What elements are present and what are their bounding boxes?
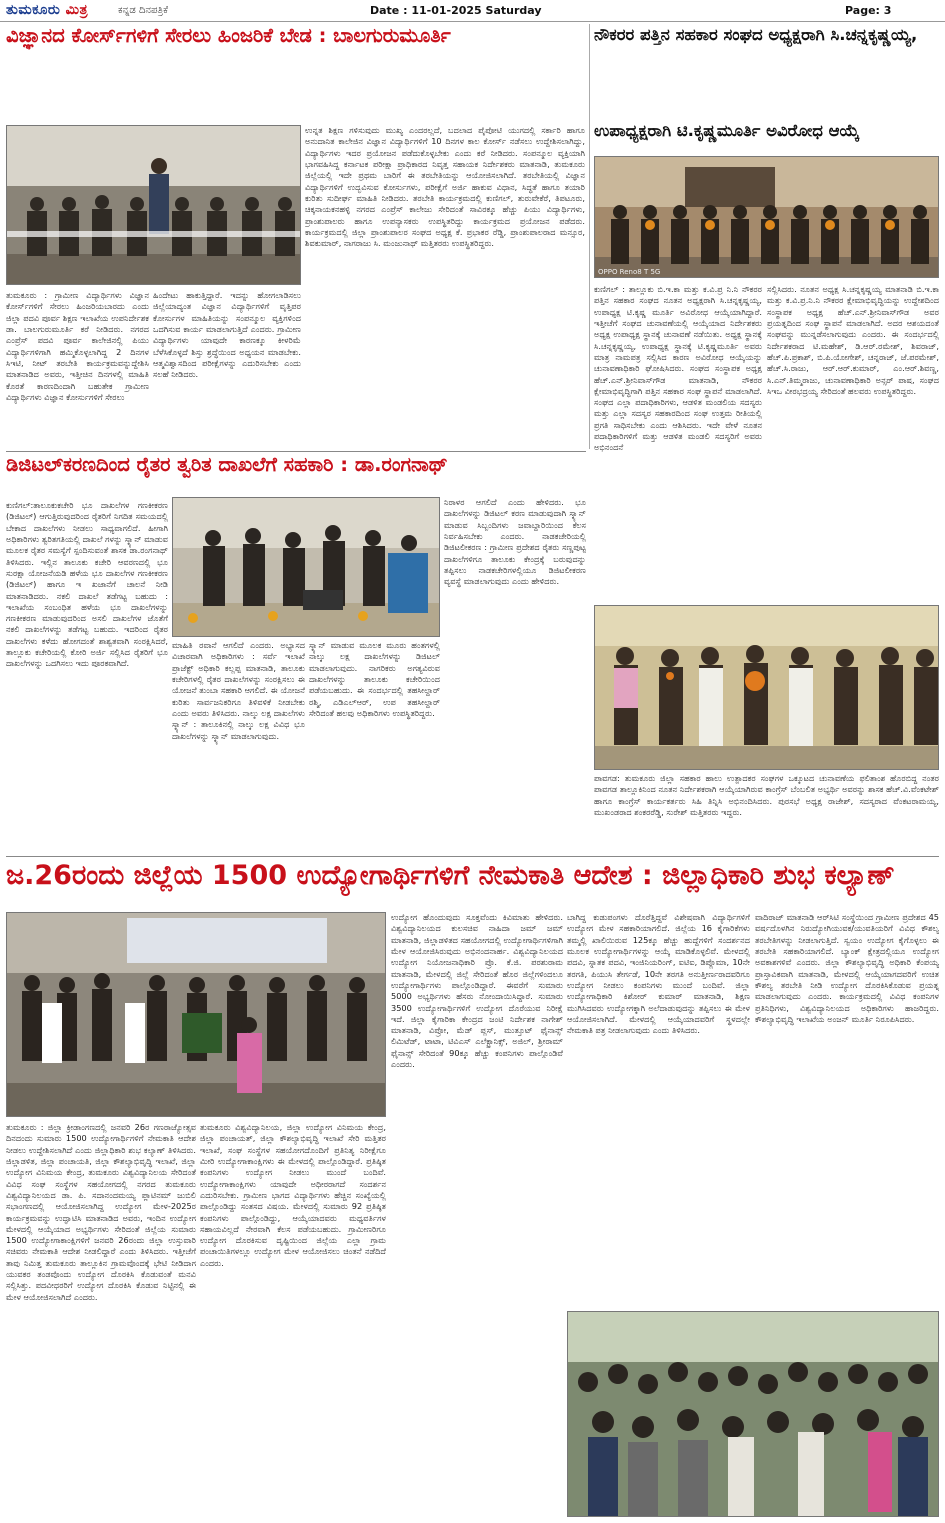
story3-column-4	[444, 497, 586, 852]
story1-column-2	[153, 290, 301, 448]
story5-text-4: ಬಾಗಿದ್ದ ಕುಡುಪಂಗಳು ದೊರೆತ್ತಿದ್ದವೆ ವಿಶೇಷವಾಗಿ ವಿದ್ಯಾರ್ಥಿಗಳಿಗೆ ಉದ್ಯೋಗ ಮೇಳ ಸಹಕಾರಿಯಾಗಲಿದೆ. ಜಿಲ್ಲೆಯ 16 ಕೈಗಾರಿಕೆಗಳು ತಮ್ಮಲ್ಲಿ ಖಾಲಿಯಿರುವ 125ಕ್ಕೂ ಹೆಚ್ಚು ಹುದ್ದೆಗಳಿಗೆ ಸಂದರ್ಶನದ ಮೂಲಕ ಉದ್ಯೋಗಾರ್ಥಿಗಳನ್ನು ಆಯ್ಕೆ ಮಾಡಿಕೊಳ್ಳಲಿವೆ. ಮೇಳದಲ್ಲಿ ಪದವಿ, ಸ್ನಾತಕ ಪದವಿ, ಇಂಜಿನಿಯರಿಂಗ್, ಐಟಿಐ, ಡಿಪ್ಲೊಮಾ, 10ನೇ ತರಗತಿ, ಪಿಯುಸಿ ತೇರ್ಗಡೆ, 10ನೇ ತರಗತಿ ಅನುತ್ತೀರ್ಣರಾದವರಿಗೂ ಉದ್ಯೋಗ ನೀಡಲು ಕಂಪನಿಗಳು ಮುಂದೆ ಬಂದಿವೆ. ಜಿಲ್ಲಾ ಉದ್ಯೋಗಾಧಿಕಾರಿ ಕಿಶೋರ್ ಕುಮಾರ್ ಮಾತನಾಡಿ, ಶಿಕ್ಷಣ ಮುಗಿಸಿದವರು ಉದ್ಯೋಗಕ್ಕಾಗಿ ಅಲೆದಾಡುವುದನ್ನು ತಪ್ಪಿಸಲು ಈ ಮೇಳ ಆಯೋಜಿಸಲಾಗಿದೆ. ಮೇಳದಲ್ಲಿ ಆಯ್ಕೆಯಾದವರಿಗೆ ಸ್ಥಳದಲ್ಲೇ ನೇಮಕಾತಿ ಪತ್ರ ನೀಡಲಾಗುವುದು ಎಂದು ತಿಳಿಸಿದರು.	[567, 912, 750, 1036]
story2-headline-line2: ಉಪಾಧ್ಯಕ್ಷರಾಗಿ ಟಿ.ಕೃಷ್ಣಮೂರ್ತಿ ಅವಿರೋಧ ಆಯ್ಕೆ	[594, 121, 860, 140]
story5-column-2	[200, 1122, 386, 1517]
story1-column-3	[305, 125, 585, 448]
story2-column-1	[594, 284, 762, 584]
story1-headline: ವಿಜ್ಞಾನದ ಕೋರ್ಸ್‌ಗಳಿಗೆ ಸೇರಲು ಹಿಂಜರಿಕೆ ಬೇಡ : ಬಾಲಗುರುಮೂರ್ತಿ	[6, 24, 451, 47]
story3-headline: ಡಿಜಿಟಲ್‌ಕರಣದಿಂದ ರೈತರ ತ್ವರಿತ ದಾಖಲೆಗೆ ಸಹಕಾರಿ : ಡಾ.ರಂಗನಾಥ್	[6, 453, 448, 476]
job-fair-stage-photo	[7, 913, 386, 1117]
story1-photo	[6, 125, 301, 285]
story2-text-1: ಕುಣಿಗಲ್ : ತಾಲ್ಲೂಕು ಬಿ.ಇ.ಕಾ ಮತ್ತು ಕ.ವಿ.ಪ್ರ ನಿ.ನಿ ನೌಕರರ ಪತ್ತಿನ ಸಹಕಾರ ಸಂಘದ ನೂತನ ಅಧ್ಯಕ್ಷರಾಗಿ ಸಿ.ಚನ್ನಕೃಷ್ಣಯ್ಯ, ಉಪಾಧ್ಯಕ್ಷ ಟಿ.ಕೃಷ್ಣ ಮೂರ್ತಿ ಅವಿರೋಧ ಆಯ್ಕೆಯಾಗಿದ್ದಾರೆ. ಇತ್ತೀಚೆಗೆ ಸಂಘದ ಚುನಾವಣೆಯಲ್ಲಿ ಆಯ್ಕೆಯಾದ ನಿರ್ದೇಶಕರು ಅಧ್ಯಕ್ಷ ಉಪಾಧ್ಯಕ್ಷ ಸ್ಥಾನಕ್ಕೆ ಚುನಾವಣೆ ನಡೆಯಿತು. ಅಧ್ಯಕ್ಷ ಸ್ಥಾನಕ್ಕೆ ಸಿ.ಚನ್ನಕೃಷ್ಣಯ್ಯ, ಉಪಾಧ್ಯಕ್ಷ ಸ್ಥಾನಕ್ಕೆ ಟಿ.ಕೃಷ್ಣಮೂರ್ತಿ ಅವರು ಮಾತ್ರ ನಾಮಪತ್ರ ಸಲ್ಲಿಸಿದ ಕಾರಣ ಅವಿರೋಧ ಆಯ್ಕೆಯನ್ನು ಚುನಾವಣಾಧಿಕಾರಿ ಘೋಷಿಸಿದರು. ಸಂಘದ ಸಂಸ್ಥಾಪಕ ಅಧ್ಯಕ್ಷ ಹೆಚ್.ಎನ್.ಶ್ರೀನಿವಾಸ್‌ಗೌಡ ಮಾತನಾಡಿ, ನೌಕರರ ಕ್ಷೇಮಾಭಿವೃದ್ಧಿಗಾಗಿ ಪತ್ತಿನ ಸಹಕಾರ ಸಂಘ ಸ್ಥಾಪನೆ ಮಾಡಲಾಗಿದೆ. ಸಂಘದ ಎಲ್ಲಾ ಪದಾಧಿಕಾರಿಗಳು, ಆಡಳಿತ ಮಂಡಲಿಯ ಸದಸ್ಯರು ಮತ್ತು ಎಲ್ಲಾ ಸದಸ್ಯರ ಸಹಕಾರದಿಂದ ಸಂಘ ಉತ್ತಮ ರೀತಿಯಲ್ಲಿ ಪ್ರಗತಿ ಸಾಧಿಸಬೇಕು ಎಂದು ಆಶಿಸಿದರು. ಇದೇ ವೇಳೆ ನೂತನ ಪದಾಧಿಕಾರಿಗಳಿಗೆ ಮತ್ತು ಆಡಳಿತ ಮಂಡಲಿ ಸದಸ್ಯರಿಗೆ ಅವರು ಅಭಿನಂದನೆ	[594, 284, 762, 453]
story1-text-1: ತುಮಕೂರು : ಗ್ರಾಮೀಣ ವಿದ್ಯಾರ್ಥಿಗಳು ವಿಜ್ಞಾನ ಕೋರ್ಸ್‌ಗಳಿಗೆ ಸೇರಲು ಹಿಂಜರಿಯಬಾರದು ಎಂದು ಜಿಲ್ಲಾ ಪದವಿ ಪೂರ್ವ ಶಿಕ್ಷಣ ಇಲಾಖೆಯ ಉಪನಿರ್ದೇಶಕ ಡಾ. ಬಾಲಗುರುಮೂರ್ತಿ ಕರೆ ನೀಡಿದರು. ನಗರದ ಎಂಪ್ರೆಸ್ ಪದವಿ ಪೂರ್ವ ಕಾಲೇಜಿನಲ್ಲಿ ಪಿಯು ವಿದ್ಯಾರ್ಥಿಗಳಿಗಾಗಿ ಹಮ್ಮಿಕೊಳ್ಳಲಾಗಿದ್ದ 2 ದಿನಗಳ ಸಿಇಟಿ, ನೀಟ್ ತರಬೇತಿ ಕಾರ್ಯಕ್ರಮವನ್ನುದ್ದೇಶಿಸಿ ಮಾತನಾಡಿದ ಅವರು, ಇತ್ತೀಚಿನ ದಿನಗಳಲ್ಲಿ ಮಾಹಿತಿ ಕೊರತೆ ಕಾರಣದಿಂದಾಗಿ ಬಹುತೇಕ ಗ್ರಾಮೀಣ ವಿದ್ಯಾರ್ಥಿಗಳು ವಿಜ್ಞಾನ ಕೋರ್ಸುಗಳಿಗೆ ಸೇರಲು	[6, 290, 149, 402]
page-number: Page: 3	[845, 4, 892, 17]
story1-text-2: ಹಿಂದೇಟು ಹಾಕುತ್ತಿದ್ದಾರೆ. ಇದನ್ನು ಹೋಗಲಾಡಿಸಲು ಜಿಲ್ಲೆಯಾದ್ಯಂತ ವಿಜ್ಞಾನ ವಿದ್ಯಾರ್ಥಿಗಳಿಗೆ ವೃತ್ತಿಪರ ಕೋರ್ಸುಗಳ ಮಾಹಿತಿಯನ್ನು ಸಂಪನ್ಮೂಲ ವ್ಯಕ್ತಿಗಳಿಂದ ಒದಗಿಸುವ ಕಾರ್ಯ ಮಾಡಲಾಗುತ್ತಿದೆ ಎಂದರು. ಗ್ರಾಮೀಣ ವಿದ್ಯಾರ್ಥಿಗಳು ಯಾವುದೇ ಕಾರಣಕ್ಕೂ ಕೀಳರಿಮೆ ಬೆಳೆಸಿಕೊಳ್ಳದೆ ಶಿಸ್ತು ಶ್ರದ್ಧೆಯಿಂದ ಅಧ್ಯಯನ ಮಾಡಬೇಕು. ಆತ್ಮವಿಶ್ವಾಸದಿಂದ ಪರೀಕ್ಷೆಗಳನ್ನು ಎದುರಿಸಬೇಕು ಎಂದು ಸಲಹೆ ನೀಡಿದರು.	[153, 290, 301, 380]
story3-column-3	[309, 640, 440, 852]
story2-headline-line1: ನೌಕರರ ಪತ್ತಿನ ಸಹಕಾರ ಸಂಘದ ಅಧ್ಯಕ್ಷರಾಗಿ ಸಿ.ಚನ್ನಕೃಷ್ಣಯ್ಯ,	[594, 25, 918, 44]
story5-text-1: ತುಮಕೂರು : ಜಿಲ್ಲಾ ಕ್ರೀಡಾಂಗಣದಲ್ಲಿ ಜನವರಿ 26ರ ಗಣರಾಜ್ಯೋತ್ಸವ ದಿನದಂದು ಸುಮಾರು 1500 ಉದ್ಯೋಗಾರ್ಥಿಗಳಿಗೆ ನೇಮಕಾತಿ ಆದೇಶ ನೀಡಲು ಉದ್ದೇಶಿಸಲಾಗಿದೆ ಎಂದು ಜಿಲ್ಲಾಧಿಕಾರಿ ಶುಭ ಕಲ್ಯಾಣ್ ತಿಳಿಸಿದರು. ಜಿಲ್ಲಾಡಳಿತ, ಜಿಲ್ಲಾ ಪಂಚಾಯತಿ, ಜಿಲ್ಲಾ ಕೌಶಲ್ಯಾಭಿವೃದ್ಧಿ ಇಲಾಖೆ, ಜಿಲ್ಲಾ ಉದ್ಯೋಗ ವಿನಿಮಯ ಕೇಂದ್ರ, ತುಮಕೂರು ವಿಶ್ವವಿದ್ಯಾನಿಲಯ ಸೇರಿದಂತೆ ವಿವಿಧ ಸಂಘ ಸಂಸ್ಥೆಗಳ ಸಹಯೋಗದಲ್ಲಿ ನಗರದ ತುಮಕೂರು ವಿಶ್ವವಿದ್ಯಾನಿಲಯದ ಡಾ. ಪಿ. ಸದಾನಂದಮಯ್ಯ ಪ್ಲಾಟಿನಮ್ ಜುಬಿಲಿ ಸಭಾಂಗಣದಲ್ಲಿ ಆಯೋಜಿಸಲಾಗಿದ್ದ ಉದ್ಯೋಗ ಮೇಳ-2025ರ ಕಾರ್ಯಕ್ರಮವನ್ನು ಉದ್ಘಾಟಿಸಿ ಮಾತನಾಡಿದ ಅವರು, ಇಂದಿನ ಉದ್ಯೋಗ ಮೇಳದಲ್ಲಿ ಆಯ್ಕೆಯಾದ ಅಭ್ಯರ್ಥಿಗಳು ಸೇರಿದಂತೆ ಜಿಲ್ಲೆಯ ಸುಮಾರು 1500 ಉದ್ಯೋಗಾಕಾಂಕ್ಷಿಗಳಿಗೆ ಜನವರಿ 26ರಂದು ಜಿಲ್ಲಾ ಉಸ್ತುವಾರಿ ಸಚಿವರು ನೇಮಕಾತಿ ಆದೇಶ ನೀಡಲಿದ್ದಾರೆ ಎಂದು ತಿಳಿಸಿದರು. ಇತ್ತೀಚೆಗೆ ತಾವು ನಿಮಿತ್ತ ತುಮಕೂರು ತಾಲ್ಲೂಕಿನ ಗ್ರಾಮವೊಂದಕ್ಕೆ ಭೇಟಿ ನೀಡಿದಾಗ ಯುವಕರ ತಂಡವೊಂದು ಉದ್ಯೋಗ ದೊರಕಿಸಿ ಕೊಡುವಂತೆ ಮನವಿ ಸಲ್ಲಿಸಿತ್ತು. ಪದವೀಧರರಿಗೆ ಉದ್ಯೋಗ ದೊರಕಿಸಿ ಕೊಡುವ ನಿಟ್ಟಿನಲ್ಲಿ ಈ ಮೇಳ ಆಯೋಜಿಸಲಾಗಿದೆ ಎಂದರು.	[6, 1122, 196, 1302]
section-divider-2	[6, 856, 939, 857]
story5-text-2: ತುಮಕೂರು ವಿಶ್ವವಿದ್ಯಾನಿಲಯ, ಜಿಲ್ಲಾ ಉದ್ಯೋಗ ವಿನಿಮಯ ಕೇಂದ್ರ, ಜಿಲ್ಲಾ ಪಂಚಾಯತ್, ಜಿಲ್ಲಾ ಕೌಶಲ್ಯಾಭಿವೃದ್ಧಿ ಇಲಾಖೆ ಸೇರಿ ಮತ್ತಿತರ ಇಲಾಖೆ, ಸಂಘ ಸಂಸ್ಥೆಗಳ ಸಹಯೋಗದೊಂದಿಗೆ ಪ್ರತಿನಿತ್ಯ ನಿರೀಕ್ಷೆಗೂ ಮೀರಿ ಉದ್ಯೋಗಾಕಾಂಕ್ಷಿಗಳು ಈ ಮೇಳದಲ್ಲಿ ಪಾಲ್ಗೊಂಡಿದ್ದಾರೆ. ಪ್ರತಿಷ್ಠಿತ ಕಂಪನಿಗಳು ಉದ್ಯೋಗ ನೀಡಲು ಮುಂದೆ ಬಂದಿವೆ. ಉದ್ಯೋಗಾಕಾಂಕ್ಷಿಗಳು ಯಾವುದೇ ಅಧೀರರಾಗದೆ ಸಂದರ್ಶನ ಎದುರಿಸಬೇಕು. ಗ್ರಾಮೀಣ ಭಾಗದ ವಿದ್ಯಾರ್ಥಿಗಳು ಹೆಚ್ಚಿನ ಸಂಖ್ಯೆಯಲ್ಲಿ ಪಾಲ್ಗೊಂಡಿದ್ದು ಸಂತಸದ ವಿಷಯ. ಮೇಳದಲ್ಲಿ ಸುಮಾರು 92 ಪ್ರತಿಷ್ಠಿತ ಕಂಪನಿಗಳು ಪಾಲ್ಗೊಂಡಿದ್ದು, ಆಯ್ಕೆಯಾದವರು ಮಧ್ಯವರ್ತಿಗಳ ಸಹಾಯವಿಲ್ಲದೆ ನೇರವಾಗಿ ಕೆಲಸ ಪಡೆಯಬಹುದು. ಗ್ರಾಮೀಣರಿಗೂ ಉದ್ಯೋಗ ದೊರಕಿಸುವ ದೃಷ್ಟಿಯಿಂದ ಜಿಲ್ಲೆಯ ಎಲ್ಲಾ ಗ್ರಾಮ ಪಂಚಾಯಿತಿಗಳಲ್ಲೂ ಉದ್ಯೋಗ ಮೇಳ ಆಯೋಜಿಸಲು ಚಿಂತನೆ ನಡೆದಿದೆ ಎಂದರು.	[200, 1122, 386, 1268]
story5-photo-1	[6, 912, 386, 1117]
section-divider	[6, 451, 586, 452]
story5-column-1	[6, 1122, 196, 1517]
story1-column-1	[6, 290, 149, 448]
story5-column-5	[755, 912, 939, 1307]
logo-part-2: ಮಿತ್ರ	[65, 2, 89, 18]
story4-photo	[594, 605, 939, 770]
stage-event-photo	[7, 126, 301, 285]
story5-photo-2	[567, 1311, 939, 1517]
job-fair-crowd-photo	[568, 1312, 939, 1517]
story1-text-3: ಉನ್ನತ ಶಿಕ್ಷಣ ಗಳಿಸುವುದು ಮುಖ್ಯ ಎಂದರಲ್ಲದೆ, ಬದಲಾದ ಪೈಪೋಟಿ ಯುಗದಲ್ಲಿ ಸರ್ಕಾರಿ ಹಾಗೂ ಅನುದಾನಿತ ಕಾಲೇಜಿನ ವಿಜ್ಞಾನ ವಿದ್ಯಾರ್ಥಿಗಳಿಗೆ 10 ದಿನಗಳ ಕಾಲ ಕೋರ್ಸ್ ನಡೆಸಲು ಉದ್ದೇಶಿಸಲಾಗಿದ್ದು, ವಿದ್ಯಾರ್ಥಿಗಳು ಇದರ ಪ್ರಯೋಜನ ಪಡೆದುಕೊಳ್ಳಬೇಕು ಎಂದು ಕರೆ ನೀಡಿದರು. ಸಂಪನ್ಮೂಲ ವ್ಯಕ್ತಿಯಾಗಿ ಭಾಗವಹಿಸಿದ್ದ ಕರ್ನಾಟಕ ಪರೀಕ್ಷಾ ಪ್ರಾಧಿಕಾರದ ನಿವೃತ್ತ ಸಹಾಯಕ ನಿರ್ದೇಶಕರು ಮಾತನಾಡಿ, ತುಮಕೂರು ಜಿಲ್ಲೆಯಲ್ಲಿ ಇದೇ ಪ್ರಥಮ ಬಾರಿಗೆ ಈ ತರಬೇತಿಯನ್ನು ಆಯೋಜಿಸಲಾಗಿದೆ. ತರಬೇತಿಯಲ್ಲಿ ವಿಜ್ಞಾನ ವಿದ್ಯಾರ್ಥಿಗಳಿಗೆ ಉದ್ಭವಿಸುವ ಕೋರ್ಸುಗಳು, ಪರೀಕ್ಷೆಗೆ ಅರ್ಜಿ ಹಾಕುವ ವಿಧಾನ, ಸಿದ್ಧತೆ ಹಾಗೂ ತಯಾರಿ ಕುರಿತು ಸುದೀರ್ಘ ಮಾಹಿತಿ ನೀಡಿದರು. ತರಬೇತಿ ಕಾರ್ಯಕ್ರಮದಲ್ಲಿ ಕುಣಿಗಲ್, ತುರುವೇಕೆರೆ, ತಿಪಟೂರು, ಚಿಕ್ಕನಾಯಕನಹಳ್ಳಿ ನಗರದ ಎಂಪ್ರೆಸ್ ಕಾಲೇಜು ಸೇರಿದಂತೆ ಸಾವಿರಕ್ಕೂ ಹೆಚ್ಚು ಪಿಯು ವಿದ್ಯಾರ್ಥಿಗಳು, ಪ್ರಾಂಶುಪಾಲರು ಹಾಗೂ ಉಪನ್ಯಾಸಕರು ಉಪಸ್ಥಿತರಿದ್ದು ಕಾರ್ಯಕ್ರಮದ ಪ್ರಯೋಜನ ಪಡೆದರು. ಕಾರ್ಯಕ್ರಮದಲ್ಲಿ ಜಿಲ್ಲಾ ಪ್ರಾಂಶುಪಾಲರ ಸಂಘದ ಅಧ್ಯಕ್ಷ ಕೆ. ಪ್ರಭಾಕರ ರೆಡ್ಡಿ, ಪ್ರಾಂಶುಪಾಲರಾದ ಮನ್ಸೂರ, ಶಿವಕುಮಾರ್, ನಾಗರಾಜು ಸಿ. ಮಂಜುನಾಥ್ ಮತ್ತಿತರರು ಉಪಸ್ಥಿತರಿದ್ದರು.	[305, 125, 585, 249]
story2-column-2	[767, 284, 939, 584]
group-photo	[595, 157, 939, 278]
story2-photo-watermark: OPPO Reno8 T 5G	[598, 268, 661, 276]
story3-text-3: ಸ್ಕ್ಯಾನ್ ಮಾಡುವ ಮೂಲಕ ಮೂರು ಹಂತಗಳಲ್ಲಿ ನಾಲ್ಕು ಲಕ್ಷ ದಾಖಲೆಗಳನ್ನು ಡಿಜಿಟಲ್ ಮಾಡಲಾಗುವುದು. ನಾಗರಿಕರು ಅಗತ್ಯವಿರುವ ದಾಖಲೆಗಳನ್ನು ತಾಲೂಕು ಕಚೇರಿಯಿಂದ ಪಡೆಯಬಹುದು. ಈ ಸಂದರ್ಭದಲ್ಲಿ ತಹಸೀಲ್ದಾರ್ ರಶ್ಮಿ, ಎಡಿಎಲ್‌ಆರ್, ಉಪ ತಹಸೀಲ್ದಾರ್ ಸೇರಿದಂತೆ ಹಲವು ಅಧಿಕಾರಿಗಳು ಉಪಸ್ಥಿತರಿದ್ದರು.	[309, 640, 440, 718]
story5-headline: ಜ.26ರಂದು ಜಿಲ್ಲೆಯ 1500 ಉದ್ಯೋಗಾರ್ಥಿಗಳಿಗೆ ನೇಮಕಾತಿ ಆದೇಶ : ಜಿಲ್ಲಾಧಿಕಾರಿ ಶುಭ ಕಲ್ಯಾಣ್	[6, 860, 895, 891]
story3-column-1	[6, 500, 168, 852]
story4-caption: ಪಾವಗಡ: ತುಮಕೂರು ಜಿಲ್ಲಾ ಸಹಕಾರ ಹಾಲು ಉತ್ಪಾದಕರ ಸಂಘಗಳ ಒಕ್ಕೂಟದ ಚುನಾವಣೆಯ ಫಲಿತಾಂಶ ಹೊರಬಿದ್ದ ನಂತರ ಪಾವಗಡ ತಾಲ್ಲೂಕಿನಿಂದ ನೂತನ ನಿರ್ದೇಶಕರಾಗಿ ಆಯ್ಕೆಯಾಗಿರುವ ಕಾಂಗ್ರೆಸ್ ಬೆಂಬಲಿತ ಅಭ್ಯರ್ಥಿ ಅವರನ್ನು ಶಾಸಕ ಹೆಚ್.ವಿ.ವೆಂಕಟೇಶ್ ಹಾಗೂ ಕಾಂಗ್ರೆಸ್ ಕಾರ್ಯಕರ್ತರು ಸಿಹಿ ತಿನ್ನಿಸಿ ಅಭಿನಂದಿಸಿದರು. ಪುರಸಭೆ ಅಧ್ಯಕ್ಷ ರಾಜೇಶ್, ಸದಸ್ಯರಾದ ವೆಂಕಟರಾಮಯ್ಯ, ಮುಖಂಡರಾದ ಶಂಕರರೆಡ್ಡಿ, ಸುರೇಶ್ ಮತ್ತಿತರರು ಇದ್ದರು.	[594, 773, 939, 817]
story5-text-5: ವಾದಿರಾಜ್ ಮಾತನಾಡಿ ಆರ್‌ಸಿಟಿ ಸಂಸ್ಥೆಯಿಂದ ಗ್ರಾಮೀಣ ಪ್ರದೇಶದ 45 ವರ್ಷದೊಳಗಿನ ನಿರುದ್ಯೋಗಿಯುವಕ/ಯುವತಿಯರಿಗೆ ವಿವಿಧ ಕೌಶಲ್ಯ ತರಬೇತಿಗಳನ್ನು ನೀಡಲಾಗುತ್ತಿದೆ. ಸ್ವಯಂ ಉದ್ಯೋಗ ಕೈಗೊಳ್ಳಲು ಈ ತರಬೇತಿ ಸಹಕಾರಿಯಾಗಲಿದೆ. ಬ್ಯಾಂಕ್ ಕ್ಷೇತ್ರದಲ್ಲಿಯೂ ಉದ್ಯೋಗ ಅವಕಾಶಗಳಿವೆ ಎಂದರು. ಜಿಲ್ಲಾ ಕೌಶಲ್ಯಾಭಿವೃದ್ಧಿ ಅಧಿಕಾರಿ ಕೆಂಪಯ್ಯ ಪ್ರಾಸ್ತಾವಿಕವಾಗಿ ಮಾತನಾಡಿ, ಮೇಳದಲ್ಲಿ ಆಯ್ಕೆಯಾಗದವರಿಗೆ ಉಚಿತ ಕೌಶಲ್ಯ ತರಬೇತಿ ನೀಡಿ ಉದ್ಯೋಗ ದೊರಕಿಸಿಕೊಡುವ ಪ್ರಯತ್ನ ಮಾಡಲಾಗುವುದು ಎಂದರು. ಕಾರ್ಯಕ್ರಮದಲ್ಲಿ ವಿವಿಧ ಕಂಪನಿಗಳ ಪ್ರತಿನಿಧಿಗಳು, ವಿಶ್ವವಿದ್ಯಾನಿಲಯದ ಅಧಿಕಾರಿಗಳು ಹಾಜರಿದ್ದರು. ಕೌಶಲ್ಯಾಭಿವೃದ್ಧಿ ಇಲಾಖೆಯ ಅಂಜನ್ ಮೂರ್ತಿ ನಿರೂಪಿಸಿದರು.	[755, 912, 939, 1024]
story3-text-4: ನಿರಾಳರ ಆಗಲಿದೆ ಎಂದು ಹೇಳಿದರು. ಭೂ ದಾಖಲೆಗಳನ್ನು ಡಿಜಿಟಲ್ ಕರಣ ಮಾಡುವುದಾಗಿ ಸ್ಕ್ಯಾನ್ ಮಾಡುವ ಸಿಬ್ಬಂದಿಗಳು ಜವಾಬ್ದಾರಿಯಿಂದ ಕೆಲಸ ನಿರ್ವಹಿಸಬೇಕು ಎಂದರು. ನಾಡಕಚೇರಿಯಲ್ಲಿ ಡಿಜಿಟಲೀಕರಣ : ಗ್ರಾಮೀಣ ಪ್ರದೇಶದ ರೈತರು ಸಣ್ಣಪುಟ್ಟ ದಾಖಲೆಗಳಿಗೂ ತಾಲೂಕು ಕೇಂದ್ರಕ್ಕೆ ಬರುವುದನ್ನು ತಪ್ಪಿಸಲು ನಾಡಕಚೇರಿಗಳಲ್ಲಿಯೂ ಡಿಜಿಟಲೀಕರಣ ವ್ಯವಸ್ಥೆ ಮಾಡಲಾಗುವುದು ಎಂದು ಹೇಳಿದರು.	[444, 497, 586, 587]
story5-column-4	[567, 912, 750, 1307]
newspaper-subtitle: ಕನ್ನಡ ದಿನಪತ್ರಿಕೆ	[118, 5, 169, 16]
story2-text-2: ಸಲ್ಲಿಸಿದರು. ನೂತನ ಅಧ್ಯಕ್ಷ ಸಿ.ಚನ್ನಕೃಷ್ಣಯ್ಯ ಮಾತನಾಡಿ ಬಿ.ಇ.ಕಾ ಮತ್ತು ಕ.ವಿ.ಪ್ರ.ನಿ.ನಿ ನೌಕರರ ಕ್ಷೇಮಾಭಿವೃದ್ಧಿಯನ್ನು ಉದ್ದೇಶದಿಂದ ಸಂಸ್ಥಾಪಕ ಅಧ್ಯಕ್ಷ ಹೆಚ್.ಎನ್.ಶ್ರೀನಿವಾಸ್‌ಗೌಡ ಅವರ ಪ್ರಯತ್ನದಿಂದ ಸಂಘ ಸ್ಥಾಪನೆ ಮಾಡಲಾಗಿದೆ. ಅದರ ಆಶಯದಂತೆ ಸಂಘವನ್ನು ಮುನ್ನಡೆಸಲಾಗುವುದು ಎಂದರು. ಈ ಸಂದರ್ಭದಲ್ಲಿ ನಿರ್ದೇಶಕರಾದ ಟಿ.ಮಹೇಶ್, ಡಿ.ಆರ್.ರಮೇಶ್, ಶಿವರಾಜ್, ಹೆಚ್.ಪಿ.ಪ್ರಕಾಶ್, ಬಿ.ಪಿ.ಯೋಗೇಶ್, ಚನ್ನರಾಜ್, ಜೆ.ಪರಮೇಶ್, ಹೆಚ್.ಸಿ.ರಾಜು, ಆರ್.ಆರ್.ಕುಮಾರ್, ಎಂ.ಆರ್.ಶಿವಣ್ಣ, ಸಿ.ಎನ್.ತಿಮ್ಮರಾಜು, ಚುನಾವಣಾಧಿಕಾರಿ ಅನ್ಸರ್ ಪಾಷ, ಸಂಘದ ಸಿಇಒ ವೀರಭದ್ರಯ್ಯ ಸೇರಿದಂತೆ ಹಲವರು ಉಪಸ್ಥಿತರಿದ್ದರು.	[767, 284, 939, 396]
story5-column-3	[391, 912, 563, 1517]
issue-date: Date : 11-01-2025 Saturday	[370, 4, 542, 17]
story3-text-2: ಮಾಹಿತಿ ರವಾನೆ ಆಗಲಿದೆ ಎಂದರು. ಅಭ್ಯಾಸದ ವಿಚಾರವಾಗಿ ಅಧಿಕಾರಿಗಳು : ಸರ್ವೆ ಇಲಾಖೆ ಪ್ರಾಜೆಕ್ಟ್ ಅಧಿಕಾರಿ ಕಲ್ಲಪ್ಪ ಮಾತನಾಡಿ, ತಾಲೂಕು ಕಚೇರಿಗಳಲ್ಲಿ ರೈತರ ದಾಖಲೆಗಳನ್ನು ಸಂರಕ್ಷಿಸಲು ಈ ಯೋಜನೆ ತುಂಬಾ ಸಹಕಾರಿ ಆಗಲಿದೆ. ಈ ಯೋಜನೆ ಕುರಿತು ಸಾರ್ವಜನಿಕರಿಗೂ ತಿಳಿವಳಿಕೆ ನೀಡಬೇಕು ಎಂದು ಅವರು ತಿಳಿಸಿದರು. ನಾಲ್ಕು ಲಕ್ಷ ದಾಖಲೆಗಳು ಸ್ಕ್ಯಾನ್ : ತಾಲೂಕಿನಲ್ಲಿ ನಾಲ್ಕು ಲಕ್ಷ ವಿವಿಧ ಭೂ ದಾಖಲೆಗಳನ್ನು ಸ್ಕ್ಯಾನ್ ಮಾಡಲಾಗುವುದು.	[172, 640, 305, 741]
logo-part-1: ತುಮಕೂರು	[6, 2, 61, 18]
felicitation-photo	[595, 606, 939, 770]
story3-column-2	[172, 640, 305, 852]
story2-photo	[594, 156, 939, 278]
column-divider	[589, 24, 590, 449]
story3-photo	[172, 497, 440, 637]
office-event-photo	[173, 498, 440, 637]
story5-text-3: ಉದ್ಯೋಗ ಹೊಂದುವುದು ಸೂಕ್ತವೆಂದು ಕಿವಿಮಾತು ಹೇಳಿದರು. ವಿಶ್ವವಿದ್ಯಾನಿಲಯದ ಕುಲಸಚಿವ ನಾಹಿದಾ ಜಮ್ ಜಮ್ ಮಾತನಾಡಿ, ಜಿಲ್ಲಾಡಳಿತದ ಸಹಯೋಗದಲ್ಲಿ ಉದ್ಯೋಗಾರ್ಥಿಗಳಿಗಾಗಿ ಮೇಳ ಆಯೋಜಿಸಿರುವುದು ಅಭಿನಂದನಾರ್ಹ. ವಿಶ್ವವಿದ್ಯಾನಿಲಯದ ಉದ್ಯೋಗ ನಿಯೋಜನಾಧಿಕಾರಿ ಪ್ರೊ. ಕೆ.ಜಿ. ಪರಶುರಾಮ ಮಾತನಾಡಿ, ಮೇಳದಲ್ಲಿ ಜಿಲ್ಲೆ ಸೇರಿದಂತೆ ಹೊರ ಜಿಲ್ಲೆಗಳಿಂದಲೂ ಉದ್ಯೋಗಾರ್ಥಿಗಳು ಪಾಲ್ಗೊಂಡಿದ್ದಾರೆ. ಈವರೆಗೆ ಸುಮಾರು 5000 ಅಭ್ಯರ್ಥಿಗಳು ಹೆಸರು ನೋಂದಾಯಿಸಿದ್ದಾರೆ. ಸುಮಾರು 3500 ಉದ್ಯೋಗಾರ್ಥಿಗಳಿಗೆ ಉದ್ಯೋಗ ದೊರೆಯುವ ನಿರೀಕ್ಷೆ ಇದೆ. ಜಿಲ್ಲಾ ಕೈಗಾರಿಕಾ ಕೇಂದ್ರದ ಜಂಟಿ ನಿರ್ದೇಶಕ ನಾಗೇಶ್ ಮಾತನಾಡಿ, ವಿಪ್ರೋ, ಮೆಡ್ ಪ್ಲಸ್, ಮುತ್ತೂಟ್ ಫೈನಾನ್ಸ್ ಲಿಮಿಟೆಡ್, ಟಾಟಾ, ಟಿವಿಎಸ್ ಎಲೆಕ್ಟ್ರಾನಿಕ್ಸ್, ಅಜಿಲ್, ಶ್ರೀರಾಮ್ ಫೈನಾನ್ಸ್ ಸೇರಿದಂತೆ 90ಕ್ಕೂ ಹೆಚ್ಚು ಕಂಪನಿಗಳು ಪಾಲ್ಗೊಂಡಿವೆ ಎಂದರು.	[391, 912, 563, 1070]
newspaper-logo	[6, 2, 88, 18]
story3-text-1: ಕುಣಿಗಲ್:ತಾಲೂಕುಕಚೇರಿ ಭೂ ದಾಖಲೆಗಳ ಗಣಕೀಕರಣ (ಡಿಜಿಟಲ್) ಆಗುತ್ತಿರುವುದರಿಂದ ರೈತರಿಗೆ ನಿಗದಿತ ಸಮಯದಲ್ಲಿ ಬೇಕಾದ ದಾಖಲೆಗಳು ನೀಡಲು ಸಾಧ್ಯವಾಗಲಿದೆ. ಹೀಗಾಗಿ ಅಧಿಕಾರಿಗಳು ತ್ವರಿತಗತಿಯಲ್ಲಿ ದಾಖಲೆ ಗಳನ್ನು ಸ್ಕ್ಯಾನ್ ಮಾಡುವ ಮೂಲಕ ರೈತರ ಸಮಸ್ಯೆಗೆ ಸ್ಪಂದಿಸುವಂತೆ ಶಾಸಕ ಡಾ.ರಂಗನಾಥ್ ತಿಳಿಸಿದರು. ಇಲ್ಲಿನ ತಾಲೂಕು ಕಚೇರಿ ಆವರಣದಲ್ಲಿ ಭೂ ಸುರಕ್ಷಾ ಯೋಜನೆಯಡಿ ಹಳೆಯ ಭೂ ದಾಖಲೆಗಳ ಗಣಕೀಕರಣ (ಡಿಜಿಟಲ್) ಹಾಗೂ ಇ ಖಜಾನೆಗೆ ಚಾಲನೆ ನೀಡಿ ಮಾತನಾಡಿದರು. ನಕಲಿ ದಾಖಲೆ ತಡೆಗಟ್ಟ ಬಹುದು : ಇಲಾಖೆಯ ಸಂಬಂಧಿತ ಹಳೆಯ ಭೂ ದಾಖಲೆಗಳನ್ನು ಗಣಕೀಕರಣ ಮಾಡುವುದರಿಂದ ಅಸಲಿ ದಾಖಲೆಗಳ ಜೊತೆಗೆ ನಕಲಿ ದಾಖಲೆಗಳನ್ನು ತಡೆಗಟ್ಟ ಬಹುದು. ಇದರಿಂದ ರೈತರ ದಾಖಲೆಗಳು ಕಳೆದು ಹೋಗದಂತೆ ಶಾಶ್ವತವಾಗಿ ಸಂರಕ್ಷಿಸಿದರೆ, ತಾಲ್ಲೂಕು ಕಚೇರಿಯಲ್ಲಿ ಕೋರಿ ಅರ್ಜಿ ಸಲ್ಲಿಸಿದ ರೈತರಿಗೆ ಭೂ ದಾಖಲೆಗಳನ್ನು ಒದಗಿಸಲು ಇದು ಪೂರಕವಾಗಿದೆ.	[6, 500, 168, 669]
